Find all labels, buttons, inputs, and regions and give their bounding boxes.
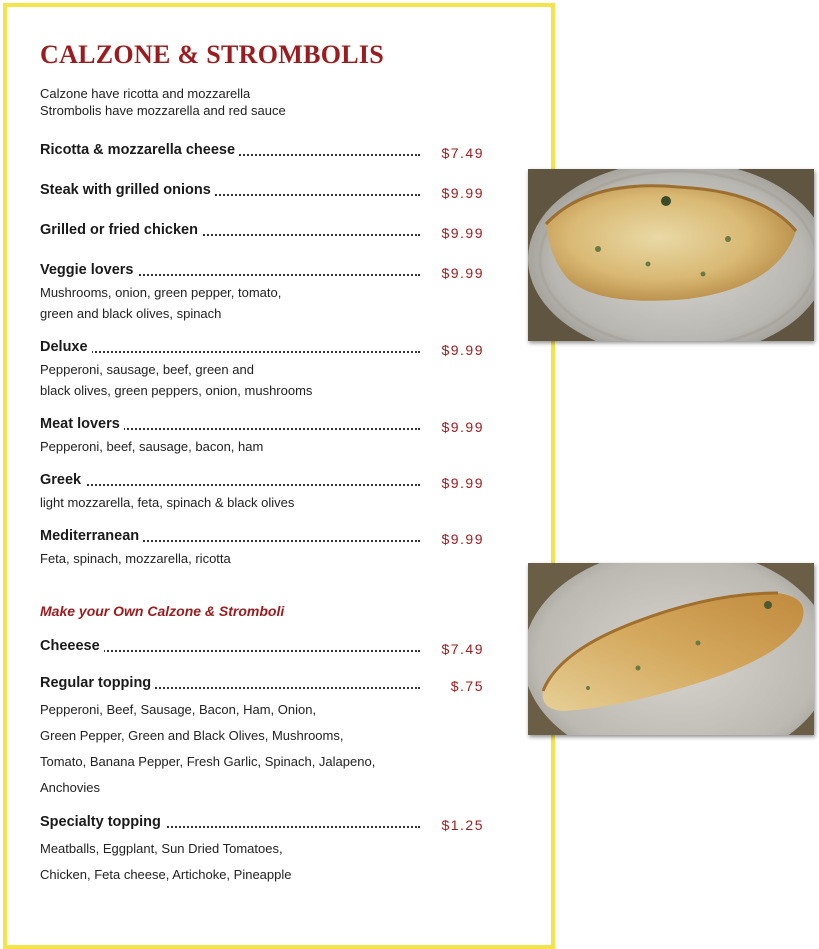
description-line: Mushrooms, onion, green pepper, tomato, (40, 285, 282, 300)
section-heading: Make your Own Calzone & Stromboli (40, 603, 285, 619)
menu-item-deluxe (40, 339, 484, 401)
calzone-image (528, 169, 814, 341)
item-name: Ricotta & mozzarella cheese (40, 142, 239, 158)
menu-item-ricotta-mozzarella (40, 142, 484, 162)
item-name: Regular topping (40, 675, 155, 691)
item-name: Meat lovers (40, 416, 124, 432)
description-line: green and black olives, spinach (40, 306, 222, 321)
item-price: $7.49 (441, 641, 484, 657)
description-line: Green Pepper, Green and Black Olives, Mushrooms, (40, 728, 344, 743)
menu-item-cheese (40, 638, 484, 658)
description-line: Meatballs, Eggplant, Sun Dried Tomatoes, (40, 841, 283, 856)
description-line: Feta, spinach, mozzarella, ricotta (40, 551, 231, 566)
item-price: $7.49 (441, 145, 484, 161)
item-price: $.75 (450, 678, 484, 694)
item-name: Grilled or fried chicken (40, 222, 202, 238)
item-price: $9.99 (441, 185, 484, 201)
stromboli-image (528, 563, 814, 735)
item-description (40, 492, 484, 513)
menu-item-veggie-lovers (40, 262, 484, 324)
menu-item-regular-topping (40, 675, 484, 801)
item-price: $9.99 (441, 475, 484, 491)
description-line: Chicken, Feta cheese, Artichoke, Pineapple (40, 867, 292, 882)
item-name: Specialty topping (40, 814, 165, 830)
description-line: Anchovies (40, 780, 100, 795)
description-line: Pepperoni, Beef, Sausage, Bacon, Ham, Onion, (40, 702, 317, 717)
item-description (40, 548, 484, 569)
dot-leader (40, 351, 420, 353)
item-name: Deluxe (40, 339, 92, 355)
stromboli-photo (528, 563, 814, 735)
item-price: $9.99 (441, 225, 484, 241)
menu-item-chicken (40, 222, 484, 242)
intro-line: Calzone have ricotta and mozzarella (40, 86, 251, 101)
item-description (40, 697, 484, 801)
item-price: $9.99 (441, 265, 484, 281)
menu-item-specialty-topping (40, 814, 484, 888)
page-title: CALZONE & STROMBOLIS (40, 40, 385, 69)
item-name: Greek (40, 472, 85, 488)
description-line: Pepperoni, beef, sausage, bacon, ham (40, 439, 264, 454)
description-line: Tomato, Banana Pepper, Fresh Garlic, Spinach, Jalapeno, (40, 754, 376, 769)
item-price: $1.25 (441, 817, 484, 833)
description-line: light mozzarella, feta, spinach & black olives (40, 495, 295, 510)
item-description (40, 836, 484, 888)
item-description (40, 436, 484, 457)
calzone-photo (528, 169, 814, 341)
item-price: $9.99 (441, 531, 484, 547)
item-description (40, 359, 484, 401)
description-line: black olives, green peppers, onion, mushrooms (40, 383, 313, 398)
menu-item-mediterranean (40, 528, 484, 569)
item-price: $9.99 (441, 342, 484, 358)
item-name: Veggie lovers (40, 262, 138, 278)
description-line: Pepperoni, sausage, beef, green and (40, 362, 254, 377)
item-name: Mediterranean (40, 528, 143, 544)
menu-item-steak (40, 182, 484, 202)
dot-leader (40, 484, 420, 486)
menu-item-greek (40, 472, 484, 513)
intro-text (40, 85, 286, 119)
item-name: Cheeese (40, 638, 104, 654)
intro-line: Strombolis have mozzarella and red sauce (40, 103, 286, 118)
item-description (40, 282, 484, 324)
item-name: Steak with grilled onions (40, 182, 215, 198)
menu-item-meat-lovers (40, 416, 484, 457)
item-price: $9.99 (441, 419, 484, 435)
